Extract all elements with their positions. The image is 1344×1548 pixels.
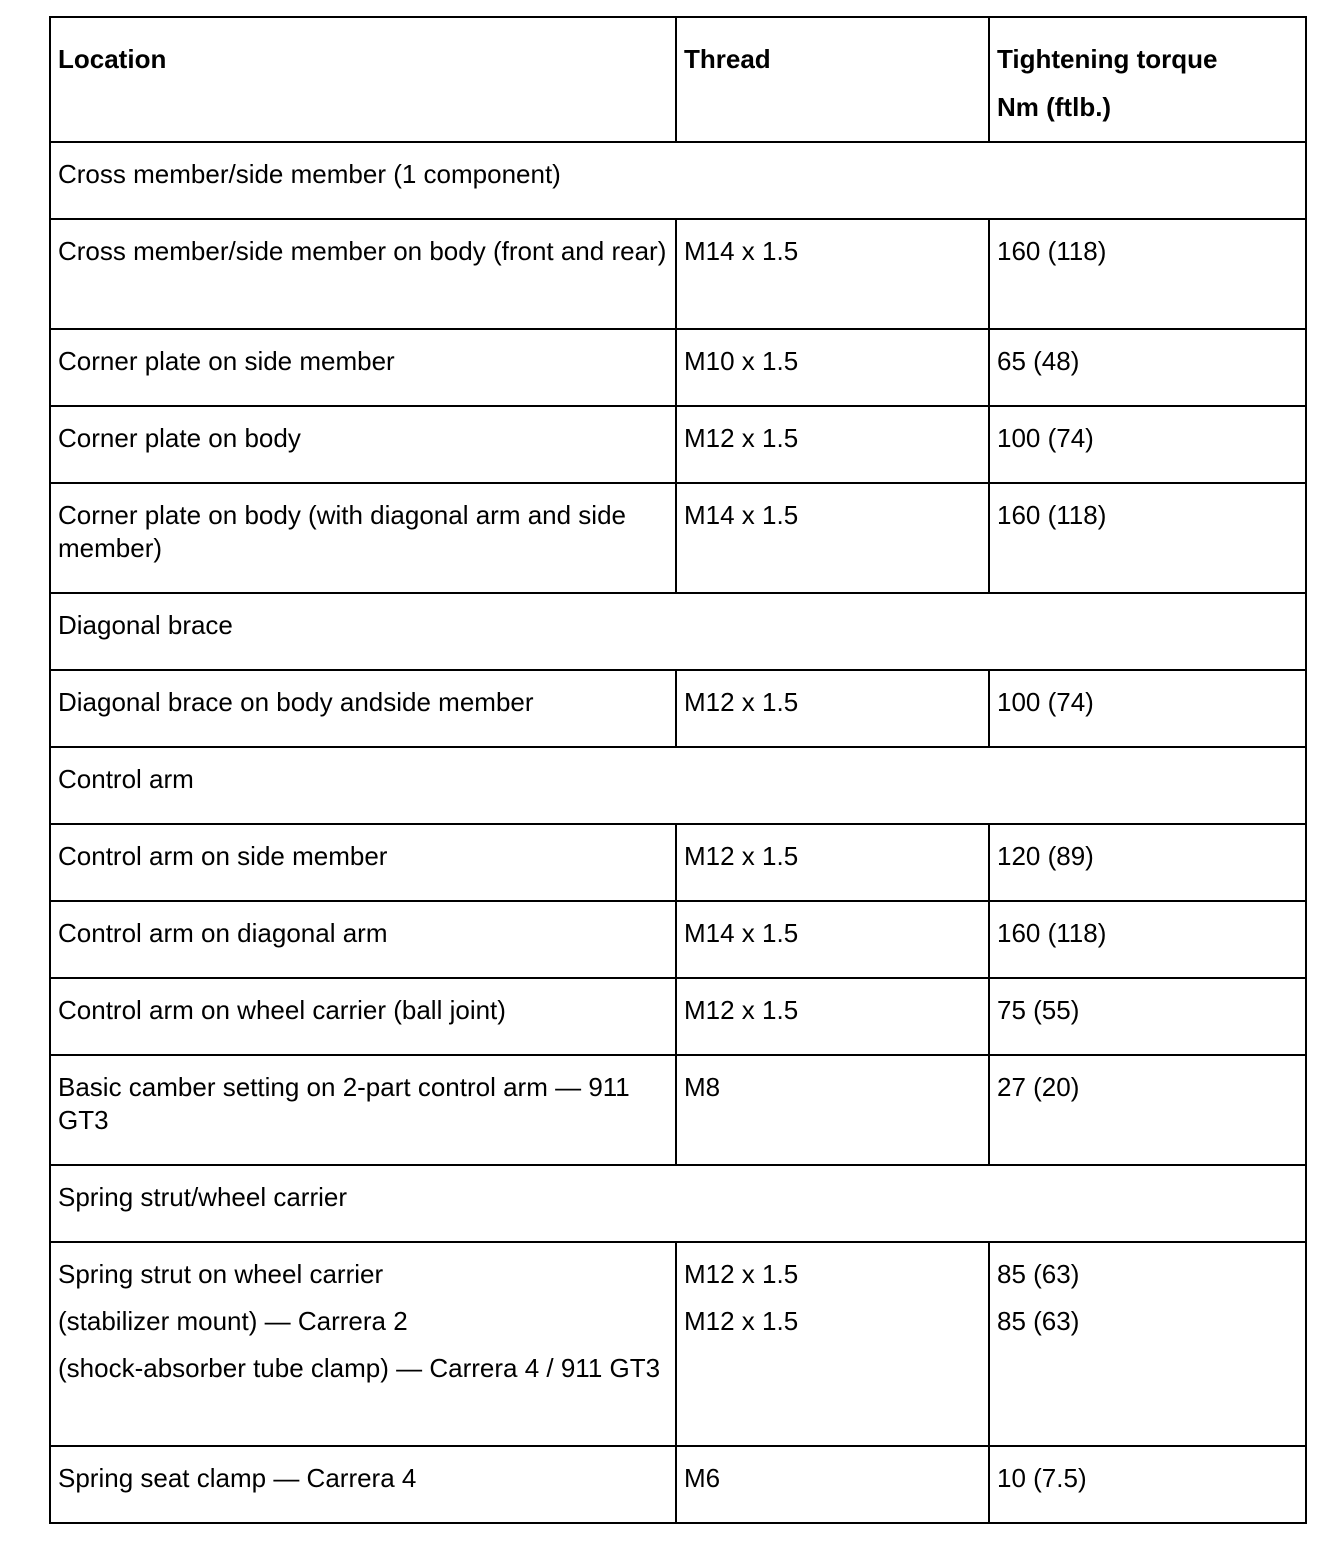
table-row (50, 483, 1306, 593)
torque-cell (989, 1242, 1306, 1446)
location-line: (stabilizer mount) — Carrera 2 (58, 1306, 408, 1336)
torque-cell: 160 (118) (989, 901, 1306, 978)
header-thread: Thread (676, 17, 989, 142)
location-line: (shock-absorber tube clamp) — Carrera 4 / 911 GT3 (58, 1353, 661, 1383)
torque-line: 85 (63) (997, 1259, 1080, 1289)
thread-cell: M8 (676, 1055, 989, 1165)
torque-specification-table (49, 16, 1307, 1524)
torque-cell: 27 (20) (989, 1055, 1306, 1165)
section-title: Spring strut/wheel carrier (50, 1165, 1306, 1242)
location-cell: Control arm on diagonal arm (50, 901, 676, 978)
thread-cell: M10 x 1.5 (676, 329, 989, 406)
torque-cell: 160 (118) (989, 219, 1306, 329)
thread-line: M12 x 1.5 (684, 1259, 799, 1289)
thread-cell: M12 x 1.5 (676, 406, 989, 483)
location-cell: Corner plate on body (with diagonal arm and side member) (50, 483, 676, 593)
table-row (50, 670, 1306, 747)
table-row (50, 1446, 1306, 1523)
section-title: Cross member/side member (1 component) (50, 142, 1306, 219)
thread-cell: M14 x 1.5 (676, 483, 989, 593)
torque-cell: 100 (74) (989, 670, 1306, 747)
thread-line: M12 x 1.5 (684, 1306, 799, 1336)
thread-cell: M6 (676, 1446, 989, 1523)
section-row (50, 593, 1306, 670)
table-row (50, 406, 1306, 483)
location-cell: Corner plate on body (50, 406, 676, 483)
table-row (50, 901, 1306, 978)
section-row (50, 747, 1306, 824)
thread-cell: M12 x 1.5 (676, 670, 989, 747)
thread-cell: M14 x 1.5 (676, 219, 989, 329)
torque-line: 85 (63) (997, 1306, 1080, 1336)
table-row (50, 1242, 1306, 1446)
section-title: Control arm (50, 747, 1306, 824)
location-cell: Basic camber setting on 2-part control arm — 911 GT3 (50, 1055, 676, 1165)
location-cell: Spring seat clamp — Carrera 4 (50, 1446, 676, 1523)
torque-cell: 160 (118) (989, 483, 1306, 593)
table-row (50, 824, 1306, 901)
section-row (50, 142, 1306, 219)
table-row (50, 219, 1306, 329)
location-cell: Corner plate on side member (50, 329, 676, 406)
header-row (50, 17, 1306, 142)
location-cell (50, 1242, 676, 1446)
location-line: Spring strut on wheel carrier (58, 1259, 384, 1289)
thread-cell: M14 x 1.5 (676, 901, 989, 978)
torque-cell: 100 (74) (989, 406, 1306, 483)
torque-cell: 10 (7.5) (989, 1446, 1306, 1523)
table-row (50, 978, 1306, 1055)
thread-cell: M12 x 1.5 (676, 824, 989, 901)
section-title: Diagonal brace (50, 593, 1306, 670)
torque-cell: 65 (48) (989, 329, 1306, 406)
section-row (50, 1165, 1306, 1242)
torque-cell: 75 (55) (989, 978, 1306, 1055)
location-cell: Control arm on side member (50, 824, 676, 901)
header-torque-line1: Tightening torque (997, 44, 1218, 74)
thread-cell (676, 1242, 989, 1446)
location-cell: Diagonal brace on body andside member (50, 670, 676, 747)
header-torque (989, 17, 1306, 142)
table-row (50, 329, 1306, 406)
location-cell: Cross member/side member on body (front and rear) (50, 219, 676, 329)
header-location: Location (50, 17, 676, 142)
thread-cell: M12 x 1.5 (676, 978, 989, 1055)
header-torque-line2: Nm (ftlb.) (997, 92, 1112, 122)
location-cell: Control arm on wheel carrier (ball joint) (50, 978, 676, 1055)
torque-cell: 120 (89) (989, 824, 1306, 901)
table-row (50, 1055, 1306, 1165)
